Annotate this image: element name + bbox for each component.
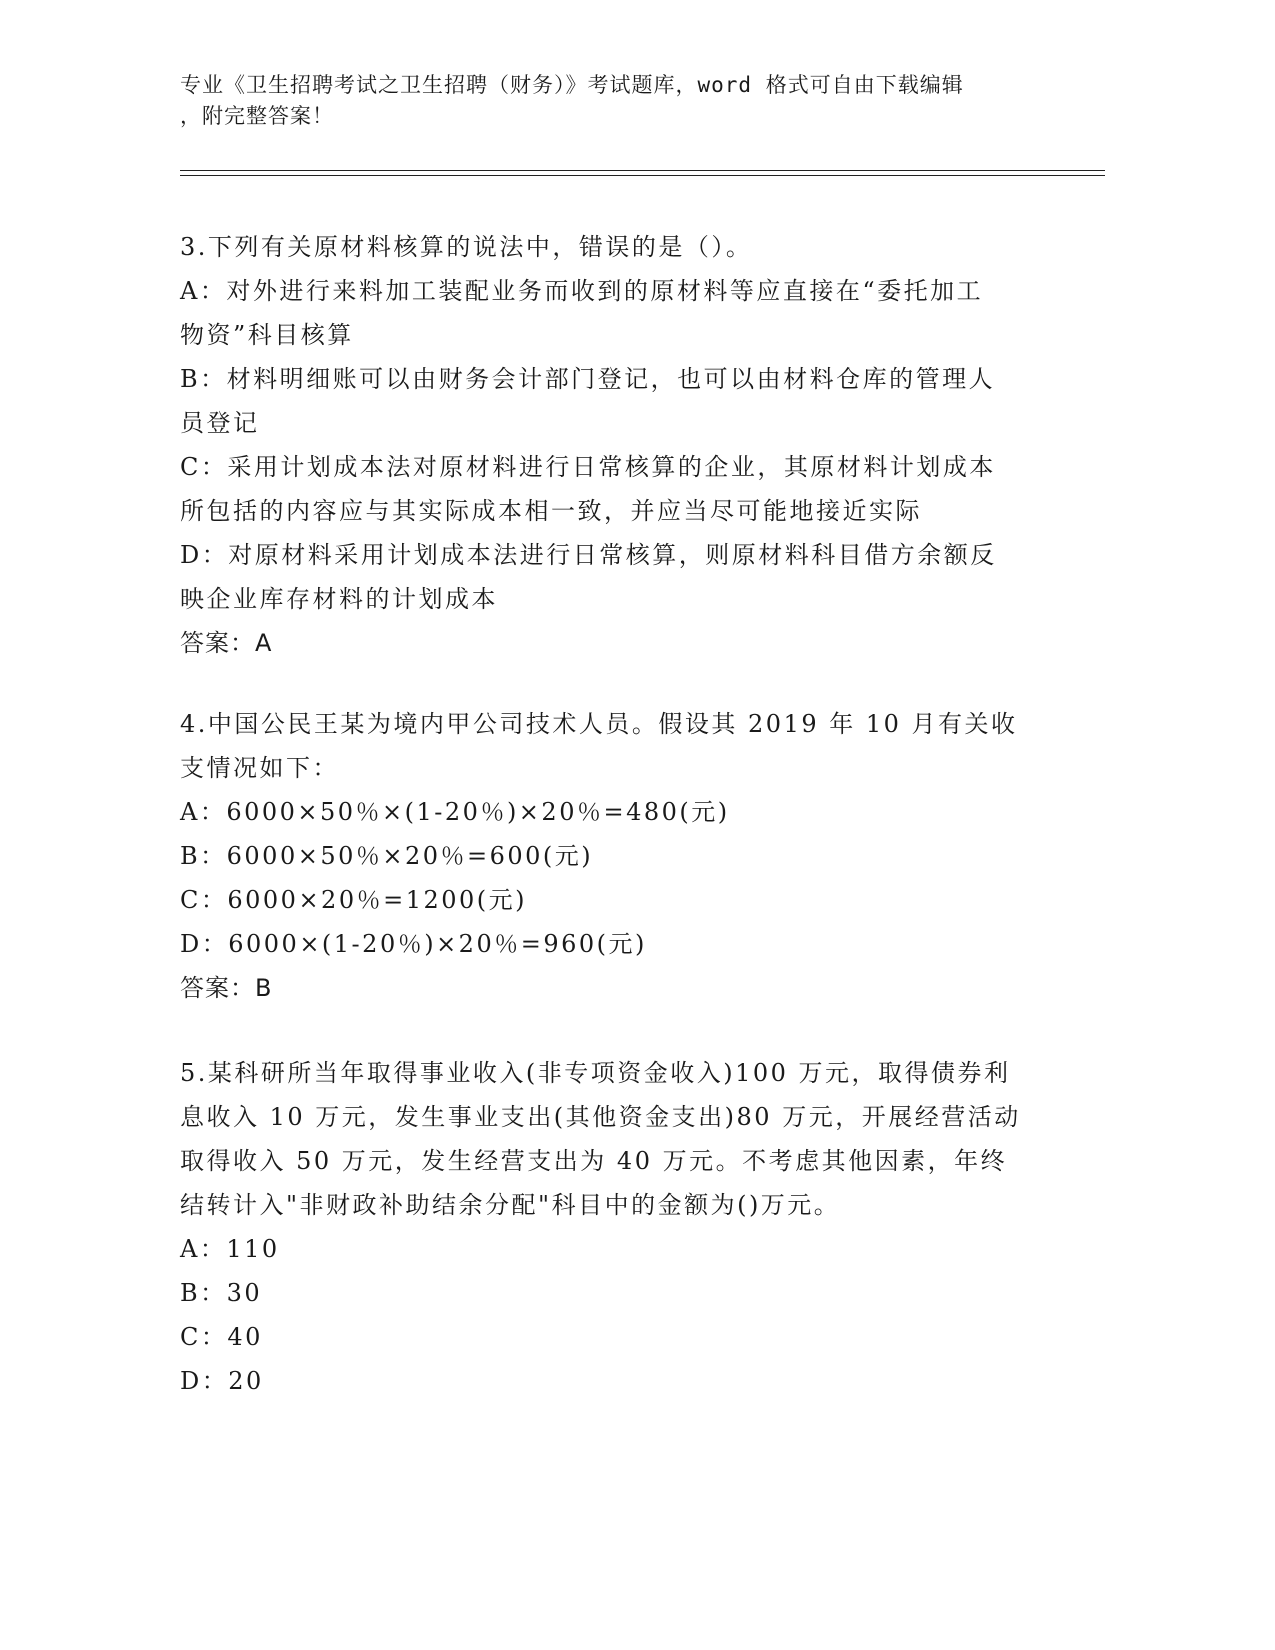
question-stem: 5.某科研所当年取得事业收入(非专项资金收入)100 万元，取得债券利 — [180, 1059, 1011, 1087]
question-stem-continued: 取得收入 50 万元，发生经营支出为 40 万元。不考虑其他因素，年终 — [180, 1147, 1008, 1175]
option-b: B：材料明细账可以由财务会计部门登记，也可以由材料仓库的管理人 — [180, 365, 996, 393]
document-header — [180, 70, 1040, 132]
header-line: 专业《卫生招聘考试之卫生招聘（财务）》考试题库，word 格式可自由下载编辑 — [180, 73, 964, 97]
option-d-continued: 映企业库存材料的计划成本 — [180, 585, 498, 613]
option-b-continued: 员登记 — [180, 409, 260, 437]
question-stem: 4.中国公民王某为境内甲公司技术人员。假设其 2019 年 10 月有关收 — [180, 710, 1018, 738]
option-d: D：20 — [180, 1367, 264, 1395]
option-a: A：110 — [180, 1235, 280, 1263]
header-line: ，附完整答案！ — [180, 104, 334, 128]
answer: 答案：A — [180, 629, 273, 657]
question-stem: 3.下列有关原材料核算的说法中，错误的是（）。 — [180, 233, 753, 261]
option-d: D：对原材料采用计划成本法进行日常核算，则原材料科目借方余额反 — [180, 541, 997, 569]
option-c-continued: 所包括的内容应与其实际成本相一致，并应当尽可能地接近实际 — [180, 497, 922, 525]
option-a: A：对外进行来料加工装配业务而收到的原材料等应直接在“委托加工 — [180, 277, 984, 305]
question-stem-continued: 结转计入"非财政补助结余分配"科目中的金额为()万元。 — [180, 1191, 841, 1219]
question-3 — [180, 225, 1040, 665]
question-4 — [180, 702, 1040, 1010]
question-stem-continued: 息收入 10 万元，发生事业支出(其他资金支出)80 万元，开展经营活动 — [180, 1103, 1021, 1131]
option-c: C：采用计划成本法对原材料进行日常核算的企业，其原材料计划成本 — [180, 453, 996, 481]
option-c: C：40 — [180, 1323, 263, 1351]
option-a-continued: 物资”科目核算 — [180, 321, 354, 349]
question-5 — [180, 1051, 1040, 1403]
answer: 答案：B — [180, 974, 273, 1002]
option-b: B：30 — [180, 1279, 263, 1307]
option-a: A：6000×50％×(1-20％)×20％=480(元) — [180, 798, 730, 826]
option-b: B：6000×50％×20％=600(元) — [180, 842, 594, 870]
header-divider — [180, 175, 1105, 176]
option-c: C：6000×20％=1200(元) — [180, 886, 528, 914]
header-divider — [180, 170, 1105, 171]
question-stem-continued: 支情况如下： — [180, 754, 339, 782]
option-d: D：6000×(1-20％)×20％=960(元) — [180, 930, 647, 958]
